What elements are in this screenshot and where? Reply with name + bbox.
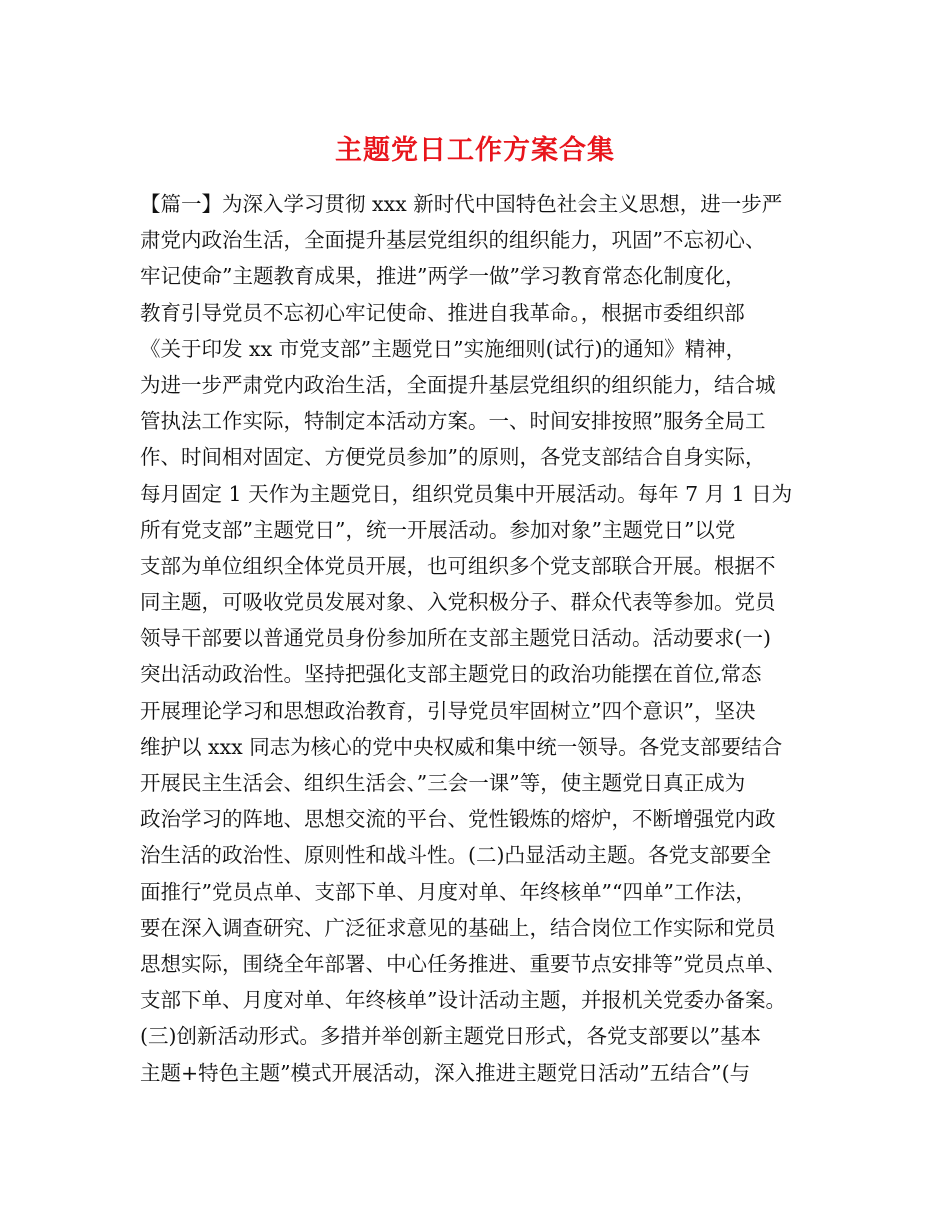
body-text-line: 主题+特色主题”模式开展活动，深入推进主题党日活动”五结合”(与 [140,1060,751,1085]
body-text-line: (三)创新活动形式。多措并举创新主题党日形式，各党支部要以”基本 [140,1024,761,1049]
body-text-line: 思想实际，围绕全年部署、中心任务推进、重要节点安排等”党员点单、 [140,951,786,976]
body-text-line: 维护以 xxx 同志为核心的党中央权威和集中统一领导。各党支部要结合 [140,734,783,759]
body-text-line: 突出活动政治性。坚持把强化支部主题党日的政治功能摆在首位,常态 [140,662,762,687]
body-text-line: 管执法工作实际，特制定本活动方案。一、时间安排按照”服务全局工 [140,409,766,434]
document-body [140,186,830,1091]
body-text-line: 每月固定 1 天作为主题党日，组织党员集中开展活动。每年 7 月 1 日为 [140,481,793,506]
body-text-line: 【篇一】为深入学习贯彻 xxx 新时代中国特色社会主义思想，进一步严 [140,192,783,216]
body-text-line: 同主题，可吸收党员发展对象、入党积极分子、群众代表等参加。党员 [140,590,776,615]
document-title: 主题党日工作方案合集 [335,135,615,166]
body-text-line: 肃党内政治生活，全面提升基层党组织的组织能力，巩固”不忘初心、 [140,228,766,253]
body-text-line: 作、时间相对固定、方便党员参加”的原则，各党支部结合自身实际， [140,445,766,470]
body-text-line: 教育引导党员不忘初心牢记使命、推进自我革命。，根据市委组织部 [140,300,745,325]
body-text-line: 治生活的政治性、原则性和战斗性。(二)凸显活动主题。各党支部要全 [140,843,771,868]
body-text-line: 面推行”党员点单、支部下单、月度对单、年终核单”“四单”工作法， [140,879,756,904]
body-text-line: 政治学习的阵地、思想交流的平台、党性锻炼的熔炉，不断增强党内政 [140,807,776,832]
body-text-line: 支部为单位组织全体党员开展，也可组织多个党支部联合开展。根据不 [140,553,776,578]
body-text-line: 支部下单、月度对单、年终核单”设计活动主题，并报机关党委办备案。 [140,988,786,1013]
body-text-line: 开展民主生活会、组织生活会、”三会一课”等，使主题党日真正成为 [140,771,746,795]
body-text-line: 牢记使命”主题教育成果，推进”两学一做”学习教育常态化制度化， [140,264,746,289]
body-text-line: 要在深入调查研究、广泛征求意见的基础上，结合岗位工作实际和党员 [140,915,776,940]
body-text-line: 为进一步严肃党内政治生活，全面提升基层党组织的组织能力，结合城 [140,372,776,397]
body-text-line: 所有党支部”主题党日”，统一开展活动。参加对象”主题党日”以党 [140,517,736,542]
body-text-line: 开展理论学习和思想政治教育，引导党员牢固树立”四个意识”，坚决 [140,698,756,723]
body-text-line: 领导干部要以普通党员身份参加所在支部主题党日活动。活动要求(一) [140,626,771,651]
body-text-line: 《关于印发 xx 市党支部”主题党日”实施细则(试行)的通知》精神， [140,336,747,361]
